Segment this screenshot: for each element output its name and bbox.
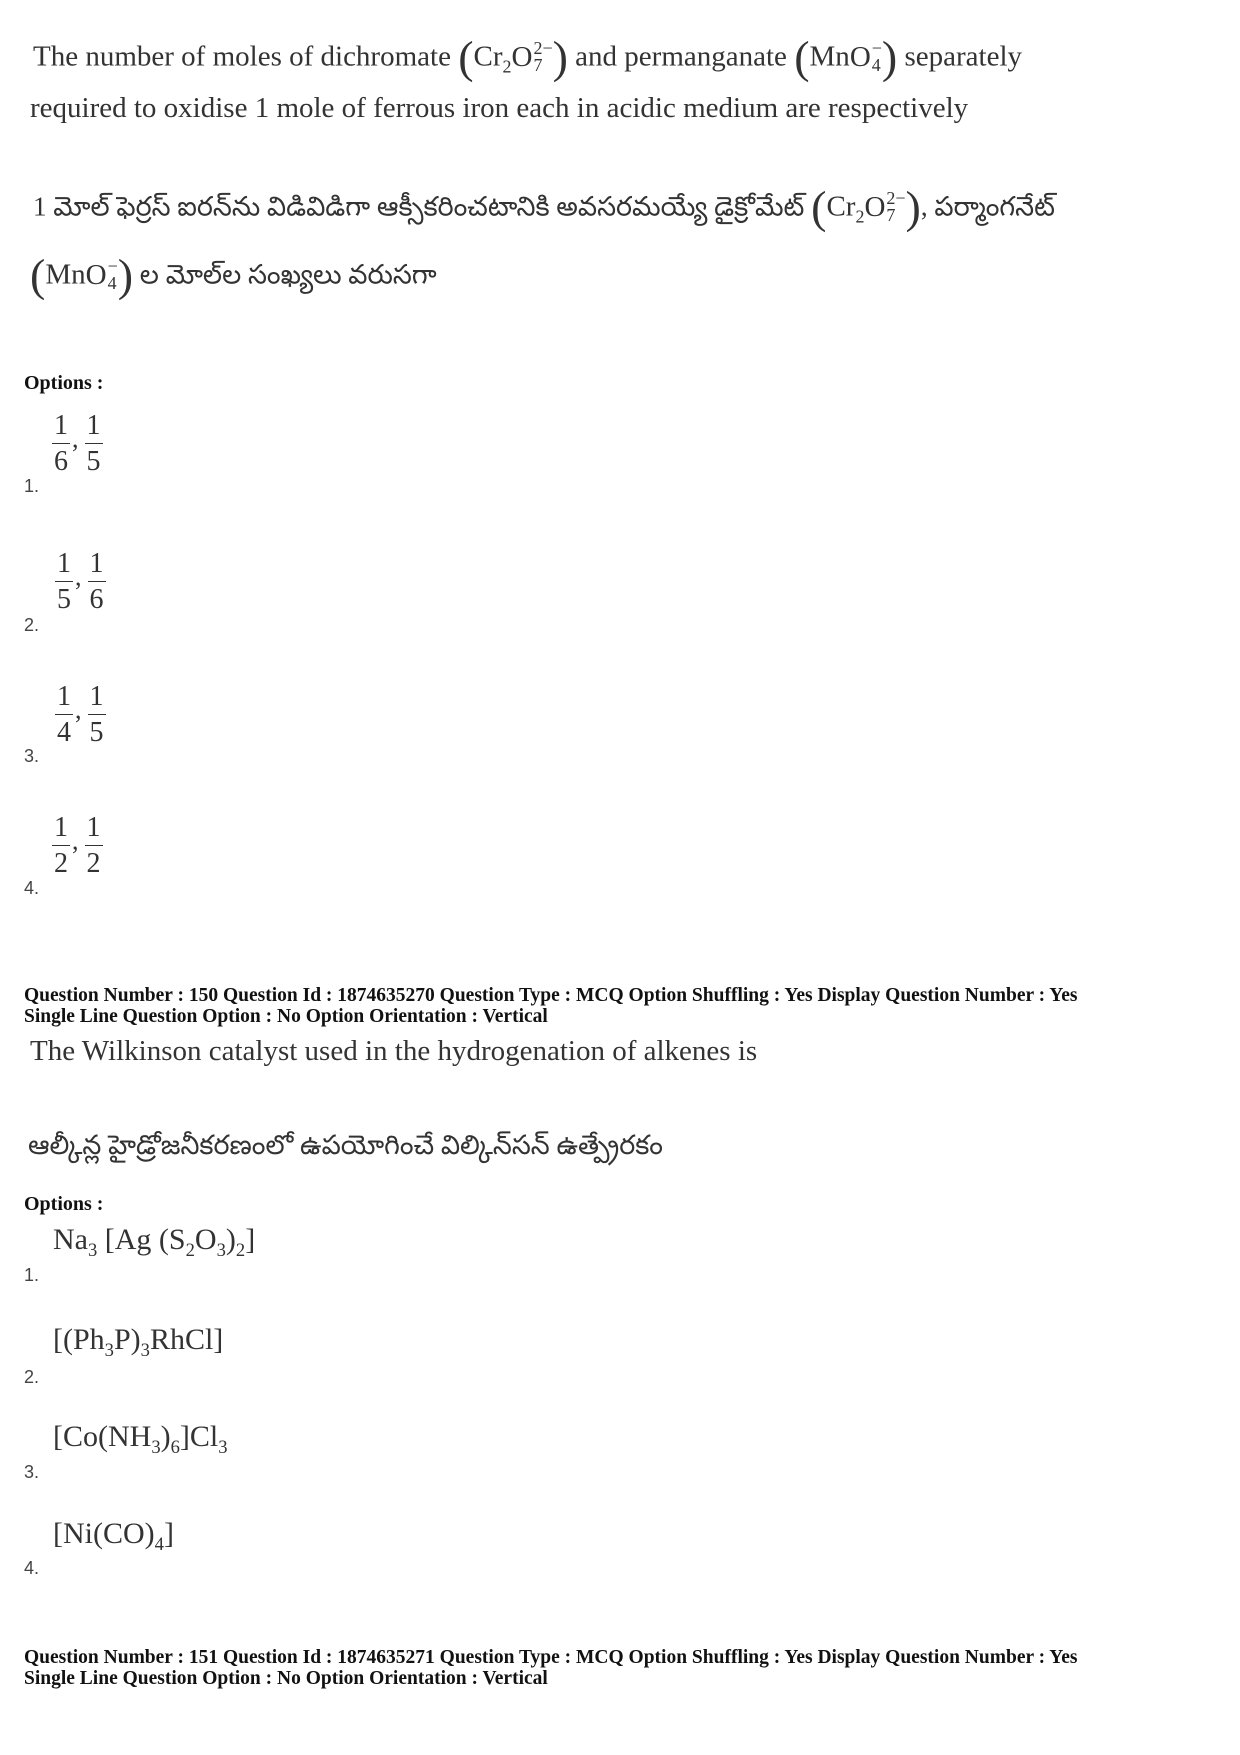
- telugu-question-text: ఆల్కీన్ల హైడ్రోజనీకరణంలో ఉపయోగించే విల్కిన్‌సన్ ఉత్ప్రేరకం: [28, 1130, 663, 1160]
- option-1-formula[interactable]: $Na_3$ [Ag $(S_2O_3)_2$]: [53, 1223, 256, 1261]
- question-meta-line-2: Single Line Question Option : No Option Orientation : Vertical: [24, 1668, 548, 1689]
- dichromate-formula: $Cr_2O$ 2− 7: [473, 38, 553, 77]
- option-number: 3.: [24, 1462, 40, 1482]
- question-text-line-1: The number of moles of dichromate ($Cr_2O$ 2− 7 ) and permanganate (MnO − 4 ) separately: [33, 31, 1023, 83]
- telugu-text-segment: ల మోల్‌ల సంఖ్యలు వరుసగా: [139, 259, 437, 290]
- question-meta-line-2: Single Line Question Option : No Option Orientation : Vertical: [24, 1006, 548, 1027]
- fraction: $\frac{1}{2}$: [86, 812, 101, 879]
- fraction: $\frac{1}{5}$: [89, 681, 104, 748]
- options-label: Options :: [24, 1193, 104, 1215]
- fraction: $\frac{1}{5}$: [57, 548, 71, 615]
- question-meta-line-1: Question Number : 150 Question Id : 1874635270 Question Type : MCQ Option Shuffling : Yes Display Question Number : Yes: [24, 985, 1078, 1006]
- question-text: The Wilkinson catalyst used in the hydrogenation of alkenes is: [30, 1035, 758, 1067]
- telugu-text-segment: , పర్మాంగనేట్: [920, 191, 1055, 222]
- question-text-segment: The number of moles of dichromate: [33, 40, 451, 73]
- telugu-question-line-2: (MnO − 4 ) ల మోల్‌ల సంఖ్యలు వరుసగా: [30, 249, 437, 301]
- option-3-fractions[interactable]: $\frac{1}{4}$ , $\frac{1}{5}$: [57, 681, 104, 748]
- question-text-segment: separately: [904, 40, 1023, 73]
- option-number: 1.: [24, 1265, 40, 1285]
- question-text-segment: and permanganate: [575, 40, 787, 73]
- permanganate-formula: MnO − 4: [809, 38, 882, 76]
- option-number: 4.: [24, 878, 40, 898]
- option-number: 2.: [24, 1367, 40, 1387]
- option-number: 4.: [24, 1558, 40, 1578]
- fraction: $\frac{1}{5}$: [86, 410, 101, 477]
- option-number: 1.: [24, 476, 40, 496]
- fraction: $\frac{1}{2}$: [54, 812, 68, 879]
- telugu-text-segment: 1 మోల్ ఫెర్రస్ ఐరన్‌ను విడివిడిగా ఆక్సీకరించటానికి అవసరమయ్యే డైక్రోమేట్: [33, 191, 805, 222]
- telugu-question-line-1: 1 మోల్ ఫెర్రస్ ఐరన్‌ను విడివిడిగా ఆక్సీకరించటానికి అవసరమయ్యే డైక్రోమేట్ ($Cr_2O$ 2− 7 ), పర్మాంగనేట్: [33, 181, 1055, 233]
- options-label: Options :: [24, 372, 104, 394]
- option-3-formula[interactable]: $[Co(NH_3)_6]Cl_3$: [53, 1420, 228, 1458]
- fraction: $\frac{1}{4}$: [57, 681, 71, 748]
- fraction: $\frac{1}{6}$: [54, 410, 68, 477]
- option-4-formula[interactable]: $[Ni(CO)_4]$: [53, 1517, 174, 1555]
- question-meta-line-1: Question Number : 151 Question Id : 1874635271 Question Type : MCQ Option Shuffling : Yes Display Question Number : Yes: [24, 1647, 1078, 1668]
- permanganate-formula: MnO − 4: [45, 256, 118, 294]
- option-1-fractions[interactable]: $\frac{1}{6}$ , $\frac{1}{5}$: [54, 410, 101, 477]
- option-4-fractions[interactable]: $\frac{1}{2}$ , $\frac{1}{2}$: [54, 812, 101, 879]
- question-text-line-2: required to oxidise 1 mole of ferrous iron each in acidic medium are respectively: [30, 92, 969, 124]
- option-number: 2.: [24, 615, 40, 635]
- dichromate-formula: $Cr_2O$ 2− 7: [826, 188, 906, 227]
- option-number: 3.: [24, 746, 40, 766]
- option-2-formula[interactable]: $[(Ph_3P)_3RhCl]$: [53, 1323, 224, 1361]
- option-2-fractions[interactable]: $\frac{1}{5}$ , $\frac{1}{6}$: [57, 548, 104, 615]
- fraction: $\frac{1}{6}$: [89, 548, 104, 615]
